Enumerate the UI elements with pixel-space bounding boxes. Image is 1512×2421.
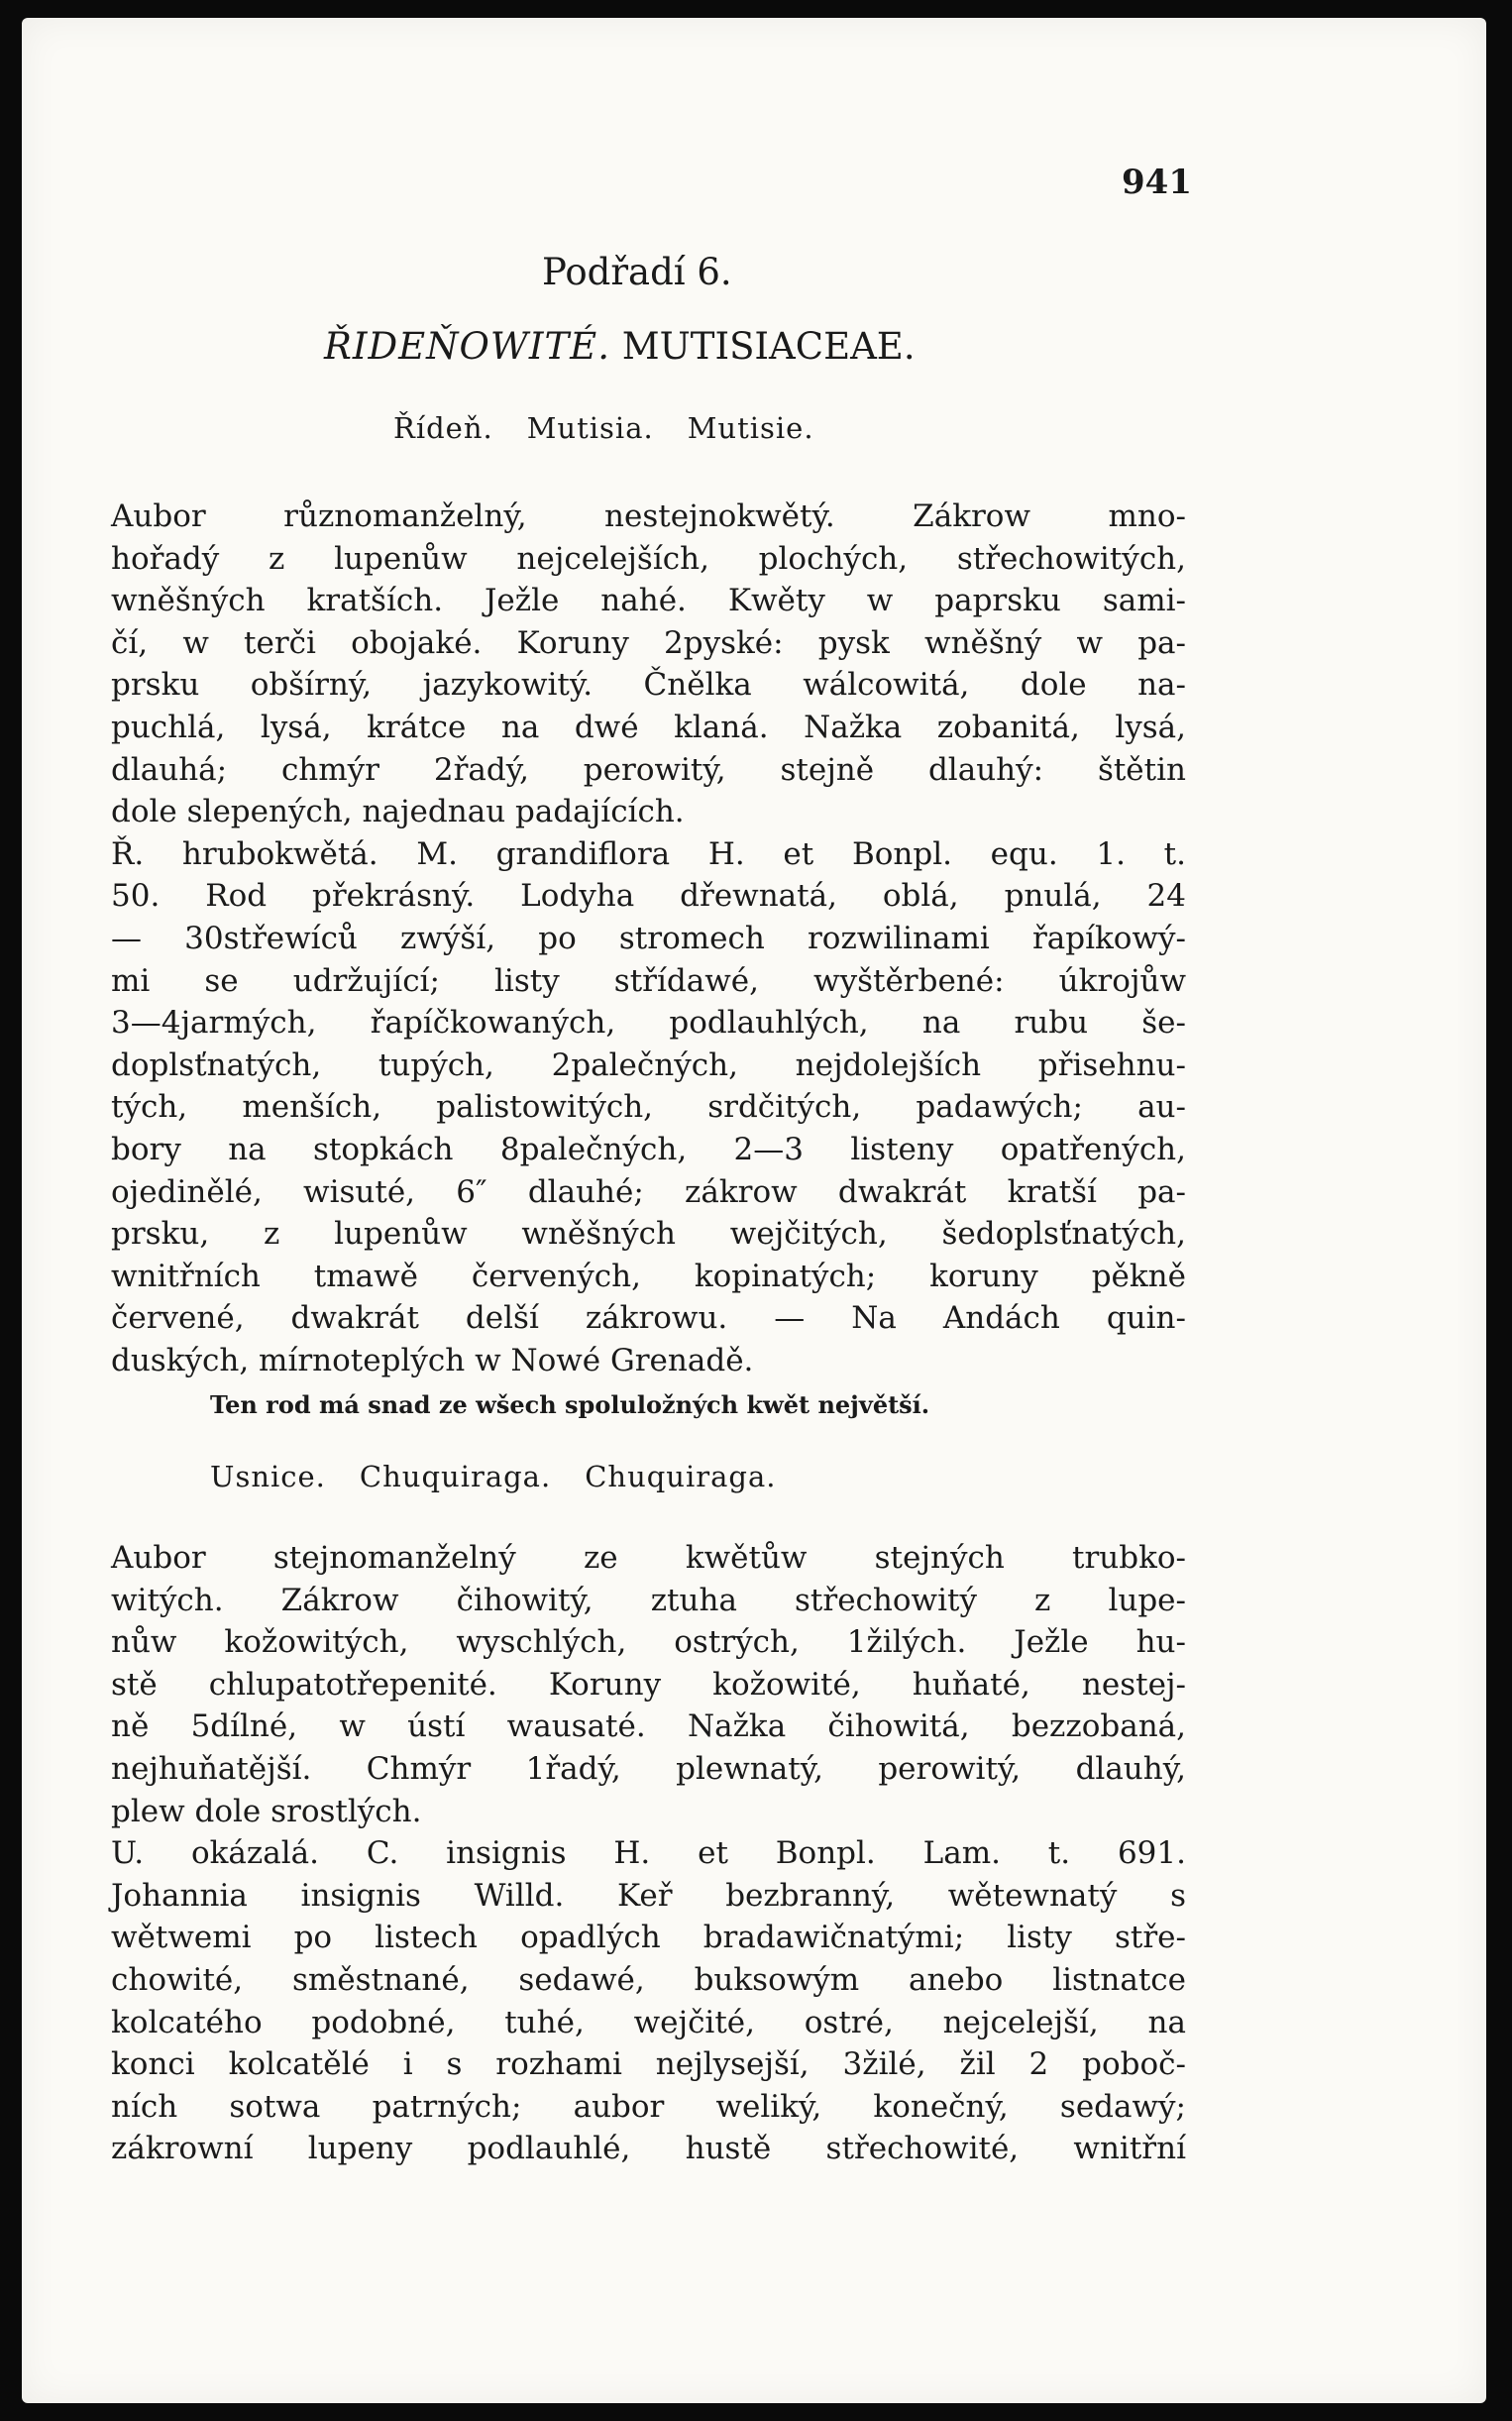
- family-heading: [324, 325, 916, 368]
- genus-heading-mutisia: [393, 411, 814, 445]
- genus-czech: Usnice.: [210, 1460, 326, 1493]
- text-line: bory na stopkách 8palečných, 2—3 listeny opatřených,: [111, 1131, 1186, 1167]
- text-line: dlauhá; chmýr 2řadý, perowitý, stejně dlauhý: štětin: [111, 751, 1186, 788]
- text-line: nejhuňatější. Chmýr 1řadý, plewnatý, perowitý, dlauhý,: [111, 1750, 1186, 1787]
- chuquiraga-description: [111, 1537, 1186, 2170]
- genus-note: Ten rod má snad ze wšech spoluložných kwět největší.: [210, 1390, 930, 1419]
- text-line: hořadý z lupenůw nejcelejších, plochých, střechowitých,: [111, 540, 1186, 577]
- text-line: červené, dwakrát delší zákrowu. — Na Andách quin-: [111, 1300, 1186, 1337]
- text-line: Aubor stejnomanželný ze kwětůw stejných trubko-: [111, 1540, 1186, 1576]
- text-line: konci kolcatělé i s rozhami nejlysejší, 3žilé, žil 2 poboč-: [111, 2046, 1186, 2083]
- text-line: Ř. hrubokwětá. M. grandiflora H. et Bonpl. equ. 1. t.: [111, 835, 1186, 872]
- text-line: ně 5dílné, w ústí wausaté. Nažka čihowitá, bezzobaná,: [111, 1708, 1186, 1745]
- text-line: prsku, z lupenůw wněšných wejčitých, šedoplsťnatých,: [111, 1216, 1186, 1253]
- text-line: nůw kožowitých, wyschlých, ostrých, 1žilých. Ježle hu-: [111, 1624, 1186, 1661]
- text-line: duských, mírnoteplých w Nowé Grenadě.: [111, 1342, 754, 1378]
- text-line: ních sotwa patrných; aubor weliký, konečný, sedawý;: [111, 2088, 1186, 2125]
- text-line: čí, w terči obojaké. Koruny 2pyské: pysk wněšný w pa-: [111, 624, 1186, 661]
- text-line: ojedinělé, wisuté, 6″ dlauhé; zákrow dwakrát kratší pa-: [111, 1173, 1186, 1210]
- text-line: Aubor různomanželný, nestejnokwětý. Zákrow mno-: [111, 498, 1186, 534]
- text-line: kolcatého podobné, tuhé, wejčité, ostré, nejcelejší, na: [111, 2004, 1186, 2040]
- text-line: wnitřních tmawě červených, kopinatých; koruny pěkně: [111, 1258, 1186, 1294]
- text-line: witých. Zákrow čihowitý, ztuha střechowitý z lupe-: [111, 1582, 1186, 1618]
- genus-latin: Chuquiraga.: [359, 1460, 552, 1493]
- text-line: 3—4jarmých, řapíčkowaných, podlauhlých, na rubu še-: [111, 1005, 1186, 1042]
- genus-heading-chuquiraga: [210, 1460, 777, 1493]
- text-line: wněšných kratších. Ježle nahé. Kwěty w paprsku sami-: [111, 583, 1186, 619]
- text-line: U. okázalá. C. insignis H. et Bonpl. Lam. t. 691.: [111, 1835, 1186, 1872]
- text-line: doplsťnatých, tupých, 2palečných, nejdolejších přisehnu-: [111, 1046, 1186, 1083]
- text-line: zákrowní lupeny podlauhlé, hustě střechowité, wnitřní: [111, 2131, 1186, 2167]
- text-line: plew dole srostlých.: [111, 1793, 422, 1829]
- text-line: 50. Rod překrásný. Lodyha dřewnatá, oblá, pnulá, 24: [111, 878, 1186, 915]
- text-line: prsku obšírný, jazykowitý. Čnělka wálcowitá, dole na-: [111, 667, 1186, 704]
- text-line: stě chlupatotřepenité. Koruny kožowité, huňaté, nestej-: [111, 1666, 1186, 1703]
- book-page: [22, 18, 1486, 2403]
- genus-czech: Řídeň.: [393, 411, 493, 445]
- genus-plural: Chuquiraga.: [585, 1460, 777, 1493]
- genus-latin: Mutisia.: [526, 411, 654, 445]
- text-line: tých, menších, palistowitých, srdčitých, padawých; au-: [111, 1089, 1186, 1126]
- text-line: puchlá, lysá, krátce na dwé klaná. Nažka zobanitá, lysá,: [111, 709, 1186, 745]
- text-line: wětwemi po listech opadlých bradawičnatými; listy stře-: [111, 1920, 1186, 1956]
- mutisia-description: [111, 495, 1186, 1381]
- suborder-heading: Podřadí 6.: [542, 251, 732, 293]
- text-line: chowité, směstnané, sedawé, buksowým anebo listnatce: [111, 1961, 1186, 1998]
- page-number: 941: [1122, 163, 1192, 202]
- family-czech: ŘIDEŇOWITÉ.: [324, 325, 610, 368]
- text-line: — 30střewíců zwýší, po stromech rozwilinami řapíkowý-: [111, 920, 1186, 956]
- text-line: dole slepených, najednau padajících.: [111, 794, 685, 830]
- genus-plural: Mutisie.: [687, 411, 814, 445]
- text-line: mi se udržující; listy střídawé, wyštěrbené: úkrojůw: [111, 962, 1186, 999]
- text-line: Johannia insignis Willd. Keř bezbranný, wětewnatý s: [111, 1877, 1186, 1914]
- family-latin: MUTISIACEAE.: [621, 325, 916, 368]
